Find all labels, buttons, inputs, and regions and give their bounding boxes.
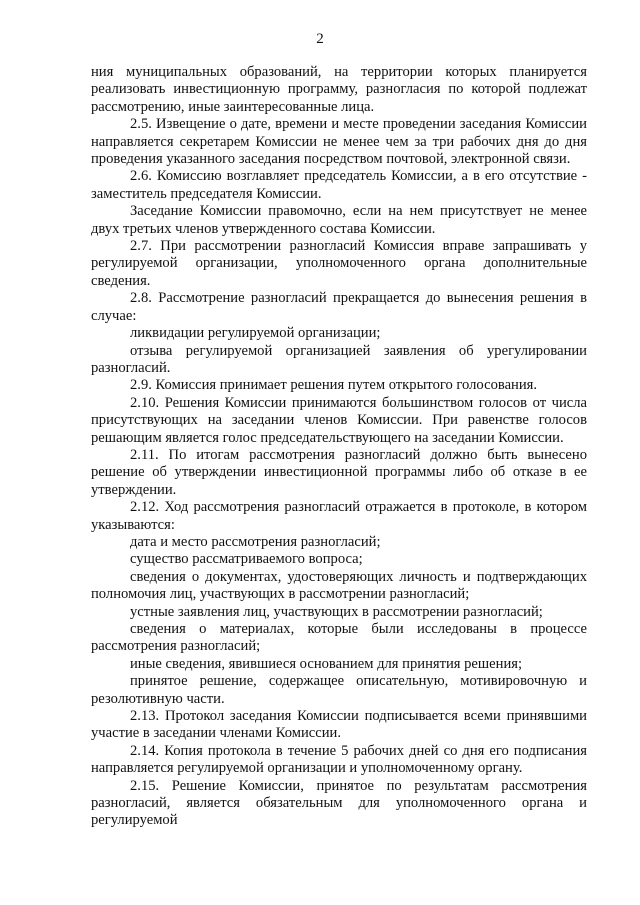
paragraph: существо рассматриваемого вопроса;: [130, 551, 363, 568]
page-number: 2: [316, 31, 324, 47]
paragraph: 2.11. По итогам рассмотрения разногласий должно быть вынесено решение об утверждении инвестиционной программы либо об отказе в ее утверждении.: [91, 446, 587, 498]
paragraph-continuation: ния муниципальных образований, на территории которых планируется реализовать инвестиционную программу, разногласия по которой подлежат рассмотрению, иные заинтересованные лица.: [91, 64, 587, 115]
paragraph: сведения о материалах, которые были исследованы в процессе рассмотрения разногласий;: [91, 621, 587, 655]
paragraph: 2.6. Комиссию возглавляет председатель Комиссии, а в его отсутствие - заместитель председателя Комиссии.: [91, 168, 587, 202]
paragraph: сведения о документах, удостоверяющих личность и подтверждающих полномочия лиц, участвующих в рассмотрении разногласий;: [91, 568, 587, 603]
paragraph: 2.8. Рассмотрение разногласий прекращается до вынесения решения в случае:: [91, 290, 587, 324]
paragraph: 2.7. При рассмотрении разногласий Комиссия вправе запрашивать у регулируемой организации, уполномоченного органа дополнительные сведения.: [91, 238, 587, 289]
paragraph: принятое решение, содержащее описательную, мотивировочную и резолютивную части.: [91, 673, 587, 707]
paragraph: ликвидации регулируемой организации;: [130, 325, 381, 342]
paragraph: отзыва регулируемой организацией заявления об урегулировании разногласий.: [91, 342, 587, 376]
paragraph: 2.13. Протокол заседания Комиссии подписывается всеми принявшими участие в заседании членами Комиссии.: [91, 708, 587, 742]
paragraph: 2.10. Решения Комиссии принимаются большинством голосов от числа присутствующих на заседании членов Комиссии. При равенстве голосов решающим является голос председательствующего на заседании Комиссии.: [91, 394, 587, 446]
paragraph: 2.5. Извещение о дате, времени и месте проведении заседания Комиссии направляется секретарем Комиссии не менее чем за три рабочих дня до дня проведения указанного заседания посредством почтовой, электронной связи.: [91, 116, 587, 168]
paragraph: 2.12. Ход рассмотрения разногласий отражается в протоколе, в котором указываются:: [91, 499, 587, 533]
paragraph: 2.15. Решение Комиссии, принятое по результатам рассмотрения разногласий, является обязательным для уполномоченного органа и регулируемой: [91, 777, 587, 829]
paragraph: Заседание Комиссии правомочно, если на нем присутствует не менее двух третьих членов утвержденного состава Комиссии.: [91, 203, 587, 237]
paragraph: дата и место рассмотрения разногласий;: [130, 533, 381, 550]
paragraph: устные заявления лиц, участвующих в рассмотрении разногласий;: [130, 603, 543, 620]
document-body: [91, 64, 587, 830]
paragraph: 2.9. Комиссия принимает решения путем открытого голосования.: [130, 377, 538, 394]
paragraph: 2.14. Копия протокола в течение 5 рабочих дней со дня его подписания направляется регулируемой организации и уполномоченному органу.: [91, 742, 587, 777]
paragraph: иные сведения, явившиеся основанием для принятия решения;: [130, 655, 523, 672]
